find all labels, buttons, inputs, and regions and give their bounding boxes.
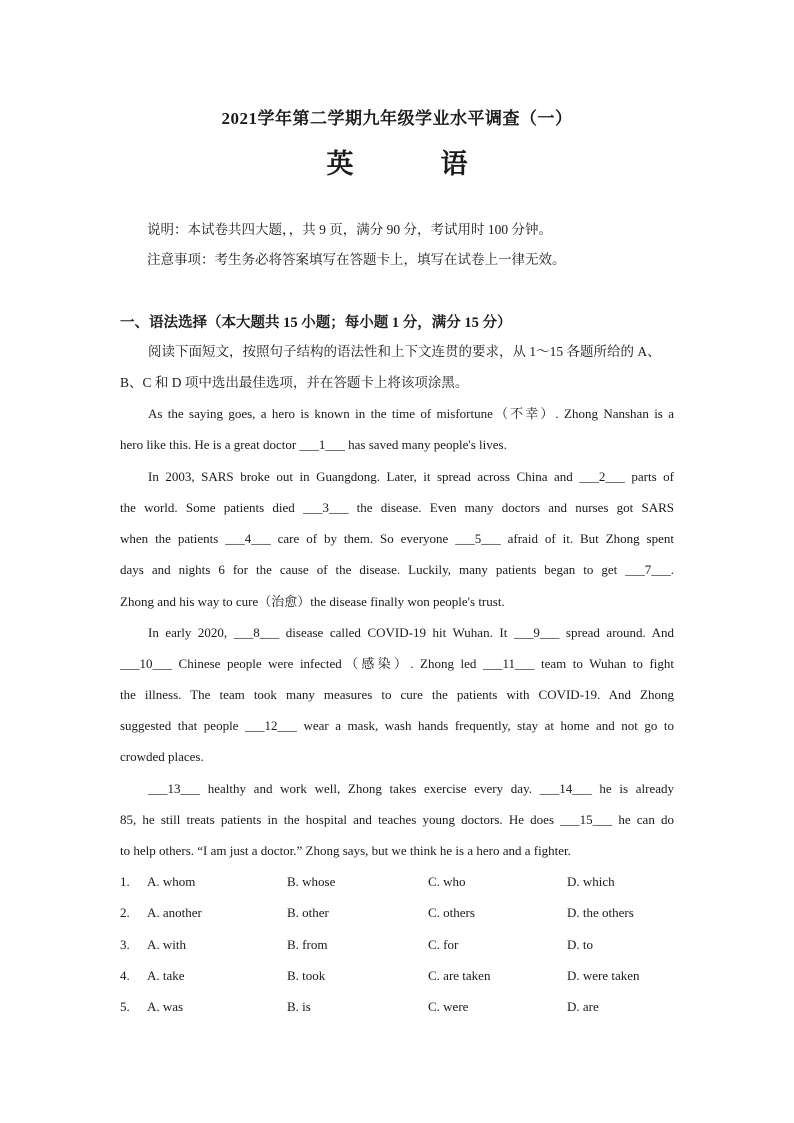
option-c: C. were [428, 999, 469, 1014]
section-title: 一、语法选择（本大题共 15 小题；每小题 1 分，满分 15 分） [120, 315, 512, 331]
exam-description: 说明：本试卷共四大题，，共 9 页，满分 90 分，考试用时 100 分钟。 [147, 222, 552, 237]
option-c: C. are taken [428, 968, 491, 983]
passage-line: Zhong and his way to cure（治愈）the disease finally won people's trust. [120, 594, 505, 609]
passage-line: ___10___ Chinese people were infected（感染）. Zhong led ___11___ team to Wuhan to fight [120, 656, 674, 671]
passage-line: In 2003, SARS broke out in Guangdong. Later, it spread across China and ___2___ parts of [148, 469, 674, 484]
question-number: 3. [120, 937, 130, 952]
instruction-line: B、C 和 D 项中选出最佳选项，并在答题卡上将该项涂黑。 [120, 375, 469, 390]
option-a: A. whom [147, 874, 196, 889]
option-b: B. from [287, 937, 328, 952]
option-d: D. were taken [567, 968, 640, 983]
question-number: 5. [120, 999, 130, 1014]
option-c: C. others [428, 905, 475, 920]
question-number: 4. [120, 968, 130, 983]
option-b: B. whose [287, 874, 336, 889]
passage-line: ___13___ healthy and work well, Zhong takes exercise every day. ___14___ he is already [148, 781, 674, 796]
option-a: A. was [147, 999, 184, 1014]
passage-line: As the saying goes, a hero is known in the time of misfortune（不幸）. Zhong Nanshan is a [148, 406, 674, 421]
passage-line: when the patients ___4___ care of by them. So everyone ___5___ afraid of it. But Zhong spent [120, 531, 674, 546]
option-a: A. take [147, 968, 185, 983]
option-c: C. for [428, 937, 459, 952]
option-b: B. took [287, 968, 326, 983]
option-b: B. is [287, 999, 311, 1014]
instruction-line: 阅读下面短文，按照句子结构的语法性和上下文连贯的要求，从 1～15 各题所给的 A、 [148, 344, 661, 359]
option-a: A. another [147, 905, 202, 920]
option-b: B. other [287, 905, 329, 920]
exam-title: 2021学年第二学期九年级学业水平调查（一） [221, 109, 573, 128]
exam-notice: 注意事项：考生务必将答案填写在答题卡上，填写在试卷上一律无效。 [147, 252, 566, 267]
passage-line: the world. Some patients died ___3___ the disease. Even many doctors and nurses got SARS [120, 500, 674, 515]
passage-line: hero like this. He is a great doctor ___1___ has saved many people's lives. [120, 437, 507, 452]
question-number: 1. [120, 874, 130, 889]
passage-line: suggested that people ___12___ wear a mask, wash hands frequently, stay at home and not go to [120, 718, 674, 733]
passage-line: 85, he still treats patients in the hospital and teaches young doctors. He does ___15___ he can do [120, 812, 674, 827]
question-number: 2. [120, 905, 130, 920]
option-d: D. the others [567, 905, 634, 920]
passage-line: to help others. “I am just a doctor.” Zhong says, but we think he is a hero and a fighter. [120, 843, 571, 858]
option-c: C. who [428, 874, 466, 889]
option-d: D. are [567, 999, 599, 1014]
subject-title: 英 语 [326, 149, 498, 179]
passage-line: the illness. The team took many measures to cure the patients with COVID-19. And Zhong [120, 687, 674, 702]
option-a: A. with [147, 937, 186, 952]
passage-line: In early 2020, ___8___ disease called COVID-19 hit Wuhan. It ___9___ spread around. And [148, 625, 674, 640]
option-d: D. to [567, 937, 593, 952]
passage-line: crowded places. [120, 749, 204, 764]
option-d: D. which [567, 874, 615, 889]
passage-line: days and nights 6 for the cause of the disease. Luckily, many patients began to get ___7___. [120, 562, 674, 577]
